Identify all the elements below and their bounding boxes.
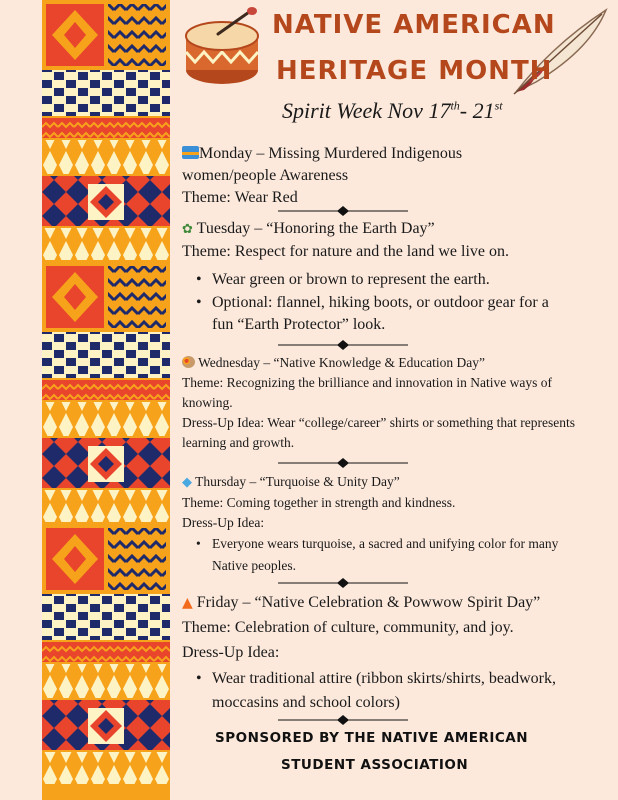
wednesday-heading: Wednesday – “Native Knowledge & Education Day” (198, 355, 485, 370)
tuesday-section (182, 218, 607, 336)
monday-heading-cont: women/people Awareness (182, 167, 349, 184)
tuesday-heading: Tuesday – “Honoring the Earth Day” (196, 220, 435, 237)
tribal-pattern-graphic (42, 0, 170, 800)
wednesday-theme-cont: knowing. (182, 395, 233, 410)
wednesday-section (182, 353, 607, 453)
drum-icon (182, 6, 264, 92)
tuesday-list (182, 267, 607, 336)
monday-section (182, 143, 607, 209)
sunrise-icon (182, 146, 199, 159)
friday-heading: Friday – “Native Celebration & Powwow Spirit Day” (196, 594, 541, 611)
divider (278, 715, 408, 725)
thursday-section (182, 472, 607, 577)
spirit-week-dates (282, 98, 503, 124)
subtitle-separator: - 21 (459, 98, 495, 123)
thursday-idea: Dress-Up Idea: (182, 515, 265, 530)
subtitle-text: Spirit Week Nov 17 (282, 98, 451, 123)
monday-theme: Theme: Wear Red (182, 189, 298, 206)
list-item: • Wear green or brown to represent the earth. (182, 267, 607, 292)
monday-heading: Monday – Missing Murdered Indigenous (199, 145, 463, 162)
subtitle-sup-2: st (494, 98, 503, 113)
wednesday-idea-cont: learning and growth. (182, 435, 295, 450)
fire-icon: ▲ (182, 595, 193, 611)
friday-theme: Theme: Celebration of culture, community, and joy. (182, 619, 514, 636)
friday-idea: Dress-Up Idea: (182, 644, 280, 661)
gem-icon: ◆ (182, 475, 192, 490)
thursday-heading: Thursday – “Turquoise & Unity Day” (195, 474, 400, 489)
divider (278, 340, 408, 350)
wednesday-theme: Theme: Recognizing the brilliance and innovation in Native ways of (182, 375, 553, 390)
divider (278, 206, 408, 216)
list-item: • Optional: flannel, hiking boots, or outdoor gear for a fun “Earth Protector” look. (182, 292, 607, 336)
title-line-1: NATIVE AMERICAN (272, 10, 556, 40)
thursday-list (182, 533, 607, 577)
sponsor-line-2: STUDENT ASSOCIATION (281, 757, 469, 773)
sponsor-line-1: SPONSORED BY THE NATIVE AMERICAN (215, 730, 529, 746)
friday-section (182, 592, 607, 715)
herb-icon: ✿ (182, 222, 193, 237)
tribal-pattern-border (42, 0, 170, 800)
title-line-2: HERITAGE MONTH (276, 56, 553, 86)
palette-icon (182, 356, 195, 368)
friday-list (182, 667, 607, 715)
thursday-theme: Theme: Coming together in strength and kindness. (182, 495, 456, 510)
tuesday-theme: Theme: Respect for nature and the land we live on. (182, 243, 509, 260)
subtitle-sup-1: th (450, 98, 460, 113)
list-item: • Everyone wears turquoise, a sacred and unifying color for many Native peoples. (182, 533, 607, 577)
wednesday-idea: Dress-Up Idea: Wear “college/career” shirts or something that represents (182, 415, 576, 430)
list-item: • Wear traditional attire (ribbon skirts/shirts, beadwork, moccasins and school colors) (182, 667, 607, 715)
divider (278, 458, 408, 468)
divider (278, 578, 408, 588)
